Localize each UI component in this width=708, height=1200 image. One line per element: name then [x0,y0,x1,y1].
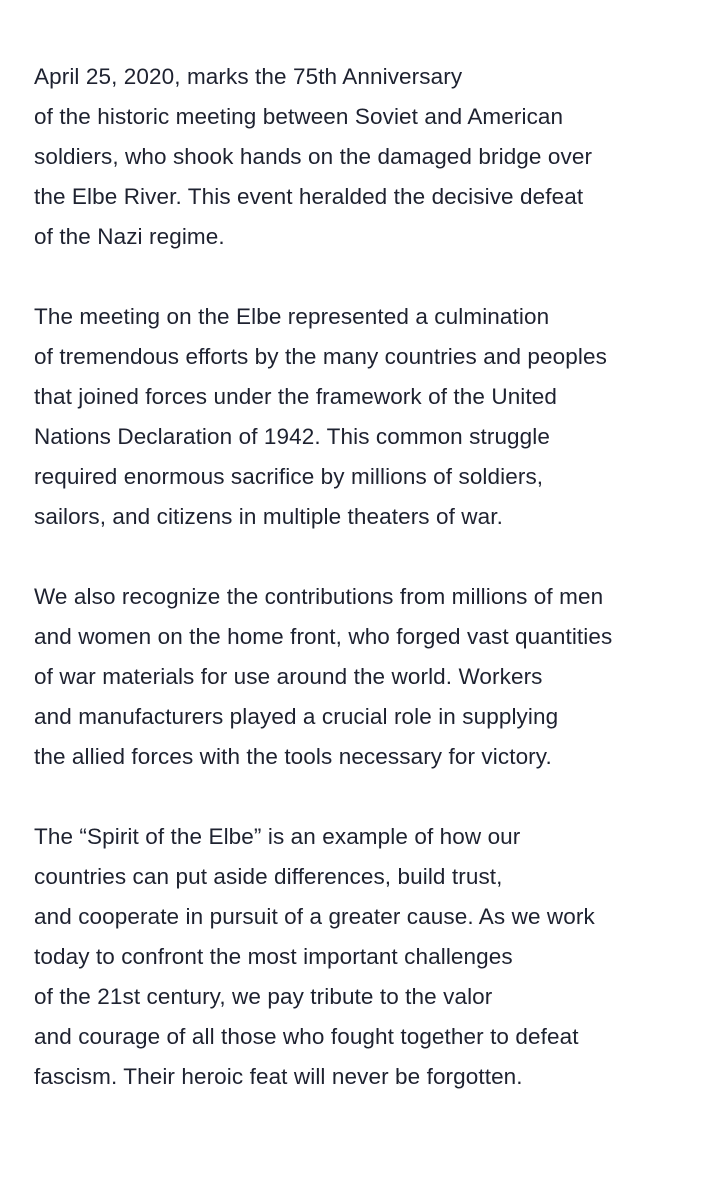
text-line: and women on the home front, who forged vast quantities [34,624,613,649]
text-line: and courage of all those who fought together to defeat [34,1024,579,1049]
paragraph-2 [34,297,694,537]
text-line: Nations Declaration of 1942. This common struggle [34,424,550,449]
text-line: and cooperate in pursuit of a greater cause. As we work [34,904,595,929]
statement-document [34,57,694,1137]
text-line: countries can put aside differences, build trust, [34,864,503,889]
text-line: and manufacturers played a crucial role in supplying [34,704,559,729]
text-line: of war materials for use around the world. Workers [34,664,543,689]
text-line: of the Nazi regime. [34,224,225,249]
text-line: The meeting on the Elbe represented a culmination [34,304,550,329]
text-line: fascism. Their heroic feat will never be forgotten. [34,1064,523,1089]
paragraph-4 [34,817,694,1097]
text-line: of the historic meeting between Soviet and American [34,104,564,129]
paragraph-3 [34,577,694,777]
text-line: today to confront the most important challenges [34,944,513,969]
paragraph-1 [34,57,694,257]
text-line: The “Spirit of the Elbe” is an example of how our [34,824,521,849]
text-line: the allied forces with the tools necessary for victory. [34,744,552,769]
text-line: of tremendous efforts by the many countries and peoples [34,344,607,369]
text-line: We also recognize the contributions from millions of men [34,584,604,609]
text-line: the Elbe River. This event heralded the decisive defeat [34,184,584,209]
text-line: that joined forces under the framework of the United [34,384,557,409]
text-line: sailors, and citizens in multiple theaters of war. [34,504,503,529]
text-line: required enormous sacrifice by millions of soldiers, [34,464,544,489]
text-line: soldiers, who shook hands on the damaged bridge over [34,144,593,169]
text-line: of the 21st century, we pay tribute to the valor [34,984,493,1009]
text-line: April 25, 2020, marks the 75th Anniversary [34,64,463,89]
